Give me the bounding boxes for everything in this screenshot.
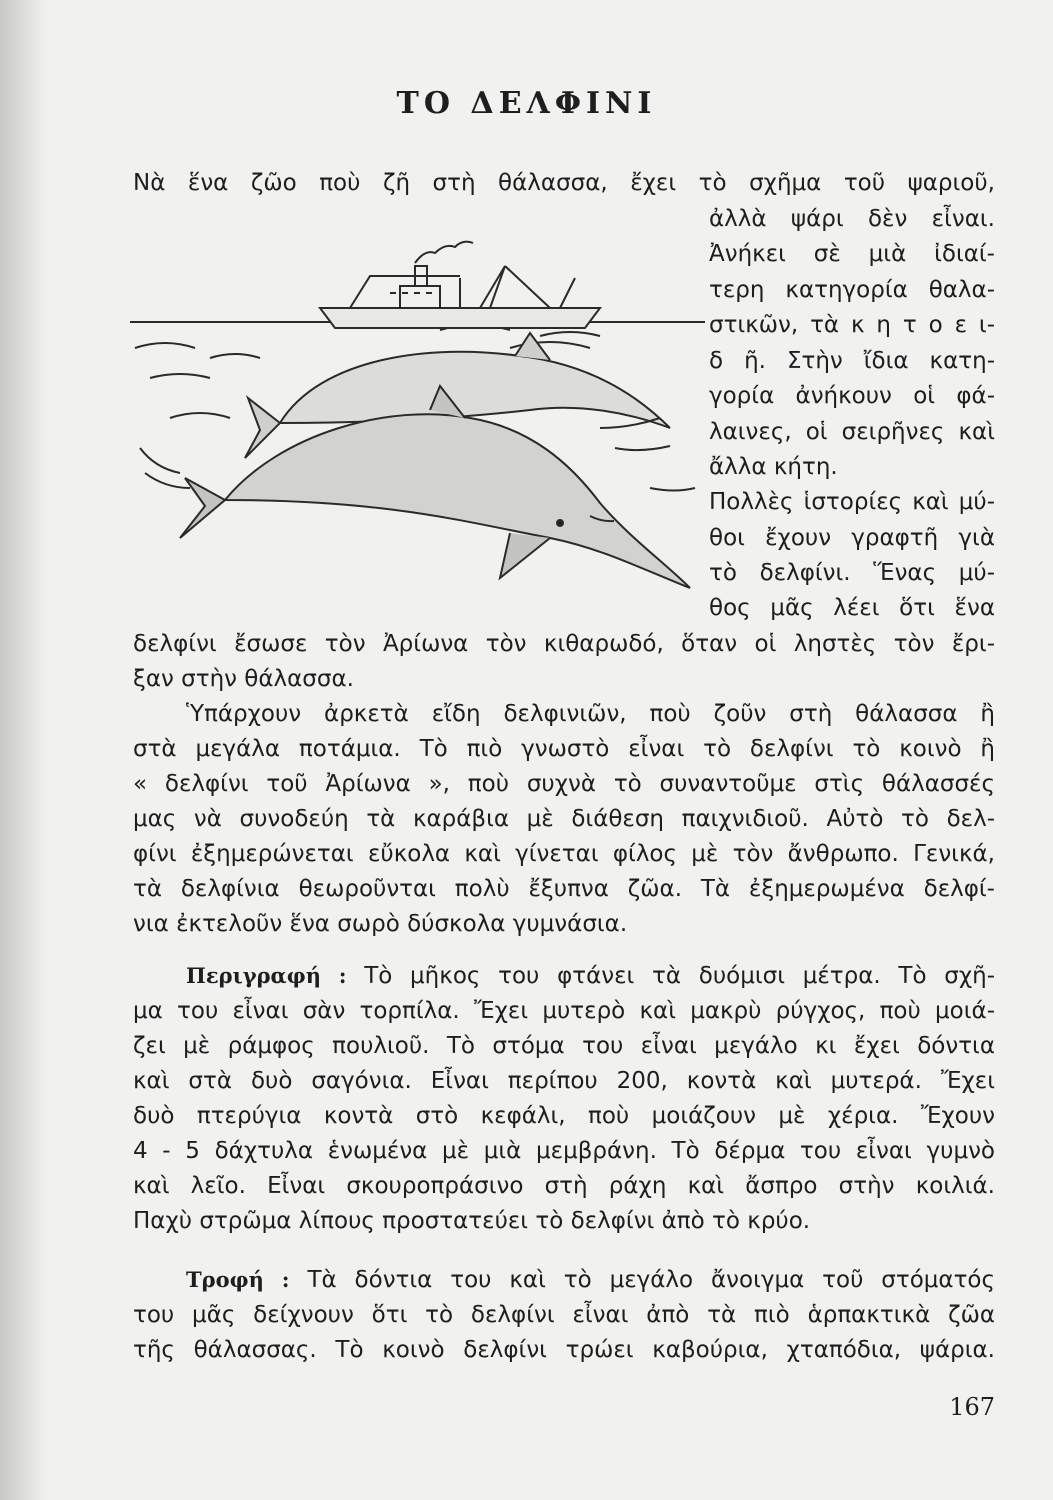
description-label: Περιγραφή : (186, 963, 347, 988)
text-line: 4 - 5 δάχτυλα ἑνωμένα μὲ μιὰ μεμβράνη. Τὸ δέρμα του εἶναι γυμνὸ (133, 1138, 995, 1164)
text-line: καὶ στὰ δυὸ σαγόνια. Εἶναι περίπου 200, κοντὰ καὶ μυτερά. Ἔχει (133, 1068, 995, 1094)
text-line: μας νὰ συνοδεύη τὰ καράβια μὲ διάθεση παιχνιδιοῦ. Αὐτὸ τὸ δελ- (133, 806, 995, 832)
text-line: Νὰ ἕνα ζῶο ποὺ ζῆ στὴ θάλασσα, ἔχει τὸ σχῆμα τοῦ ψαριοῦ, (133, 170, 995, 196)
text-line: νια ἐκτελοῦν ἕνα σωρὸ δύσκολα γυμνάσια. (133, 911, 628, 937)
text-line: του μᾶς δείχνουν ὅτι τὸ δελφίνι εἶναι ἀπὸ τὰ πιὸ ἁρπακτικὰ ζῶα (133, 1302, 995, 1328)
text-line: δελφίνι ἔσωσε τὸν Ἀρίωνα τὸν κιθαρωδό, ὅταν οἱ ληστὲς τὸν ἔρι- (133, 631, 995, 657)
text-line: μα του εἶναι σὰν τορπίλα. Ἔχει μυτερὸ καὶ μακρὺ ρύγχος, ποὺ μοιά- (133, 998, 995, 1024)
text-line: δυὸ πτερύγια κοντὰ στὸ κεφάλι, ποὺ μοιάζουν μὲ χέρια. Ἔχουν (133, 1103, 995, 1129)
text-line: δ ῆ. Στὴν ἴδια κατη- (709, 348, 995, 374)
ship-icon (320, 242, 600, 328)
text-line: ἄλλα κήτη. (709, 454, 838, 480)
text-line: Πολλὲς ἱστορίες καὶ μύ- (709, 489, 995, 515)
text-line: στὰ μεγάλα ποτάμια. Τὸ πιὸ γνωστὸ εἶναι τὸ δελφίνι τὸ κοινὸ ἢ (133, 736, 995, 762)
food-first-line: Τροφή : Τὰ δόντια του καὶ τὸ μεγάλο ἄνοιγμα τοῦ στόματός (186, 1267, 996, 1293)
text-line: στικῶν, τὰ κ η τ ο ε ι- (709, 312, 995, 338)
text-line: λαινες, οἱ σειρῆνες καὶ (709, 419, 995, 445)
text-line: « δελφίνι τοῦ Ἀρίωνα », ποὺ συχνὰ τὸ συναντοῦμε στὶς θάλασσές (133, 771, 995, 797)
text-line: Ἀνήκει σὲ μιὰ ἰδιαί- (709, 241, 995, 267)
text-line: ξαν στὴν θάλασσα. (133, 666, 354, 692)
text-line: Ὑπάρχουν ἀρκετὰ εἴδη δελφινιῶν, ποὺ ζοῦν στὴ θάλασσα ἢ (186, 701, 995, 727)
text-line: θοι ἔχουν γραφτῆ γιὰ (709, 525, 995, 551)
dolphins-and-ship-illustration (130, 238, 705, 600)
text-line: θος μᾶς λέει ὅτι ἕνα (709, 595, 995, 621)
text-line: τὸ δελφίνι. Ἕνας μύ- (709, 560, 995, 586)
text-line: Παχὺ στρῶμα λίπους προστατεύει τὸ δελφίνι ἀπὸ τὸ κρύο. (133, 1208, 811, 1234)
text-line: καὶ λεῖο. Εἶναι σκουροπράσινο στὴ ράχη καὶ ἄσπρο στὴν κοιλιά. (133, 1173, 995, 1199)
text-line: τερη κατηγορία θαλα- (709, 277, 995, 303)
food-label: Τροφή : (186, 1267, 290, 1292)
page-number: 167 (949, 1393, 995, 1421)
text-line: ἀλλὰ ψάρι δὲν εἶναι. (709, 206, 995, 232)
text-line: ζει μὲ ράμφος πουλιοῦ. Τὸ στόμα του εἶναι μεγάλο κι ἔχει δόντια (133, 1033, 995, 1059)
page-title: ΤΟ ΔΕΛΦΙΝΙ (396, 86, 657, 121)
text-line: τῆς θάλασσας. Τὸ κοινὸ δελφίνι τρώει καβούρια, χταπόδια, ψάρια. (133, 1337, 995, 1363)
description-first-line: Περιγραφή : Τὸ μῆκος του φτάνει τὰ δυόμισι μέτρα. Τὸ σχῆ- (186, 963, 996, 989)
binding-shadow (0, 0, 48, 1500)
text-line: φίνι ἐξημερώνεται εὔκολα καὶ γίνεται φίλος μὲ τὸν ἄνθρωπο. Γενικά, (133, 841, 995, 867)
text-line: γορία ἀνήκουν οἱ φά- (709, 383, 995, 409)
text-line: τὰ δελφίνια θεωροῦνται πολὺ ἔξυπνα ζῶα. Τὰ ἐξημερωμένα δελφί- (133, 876, 995, 902)
